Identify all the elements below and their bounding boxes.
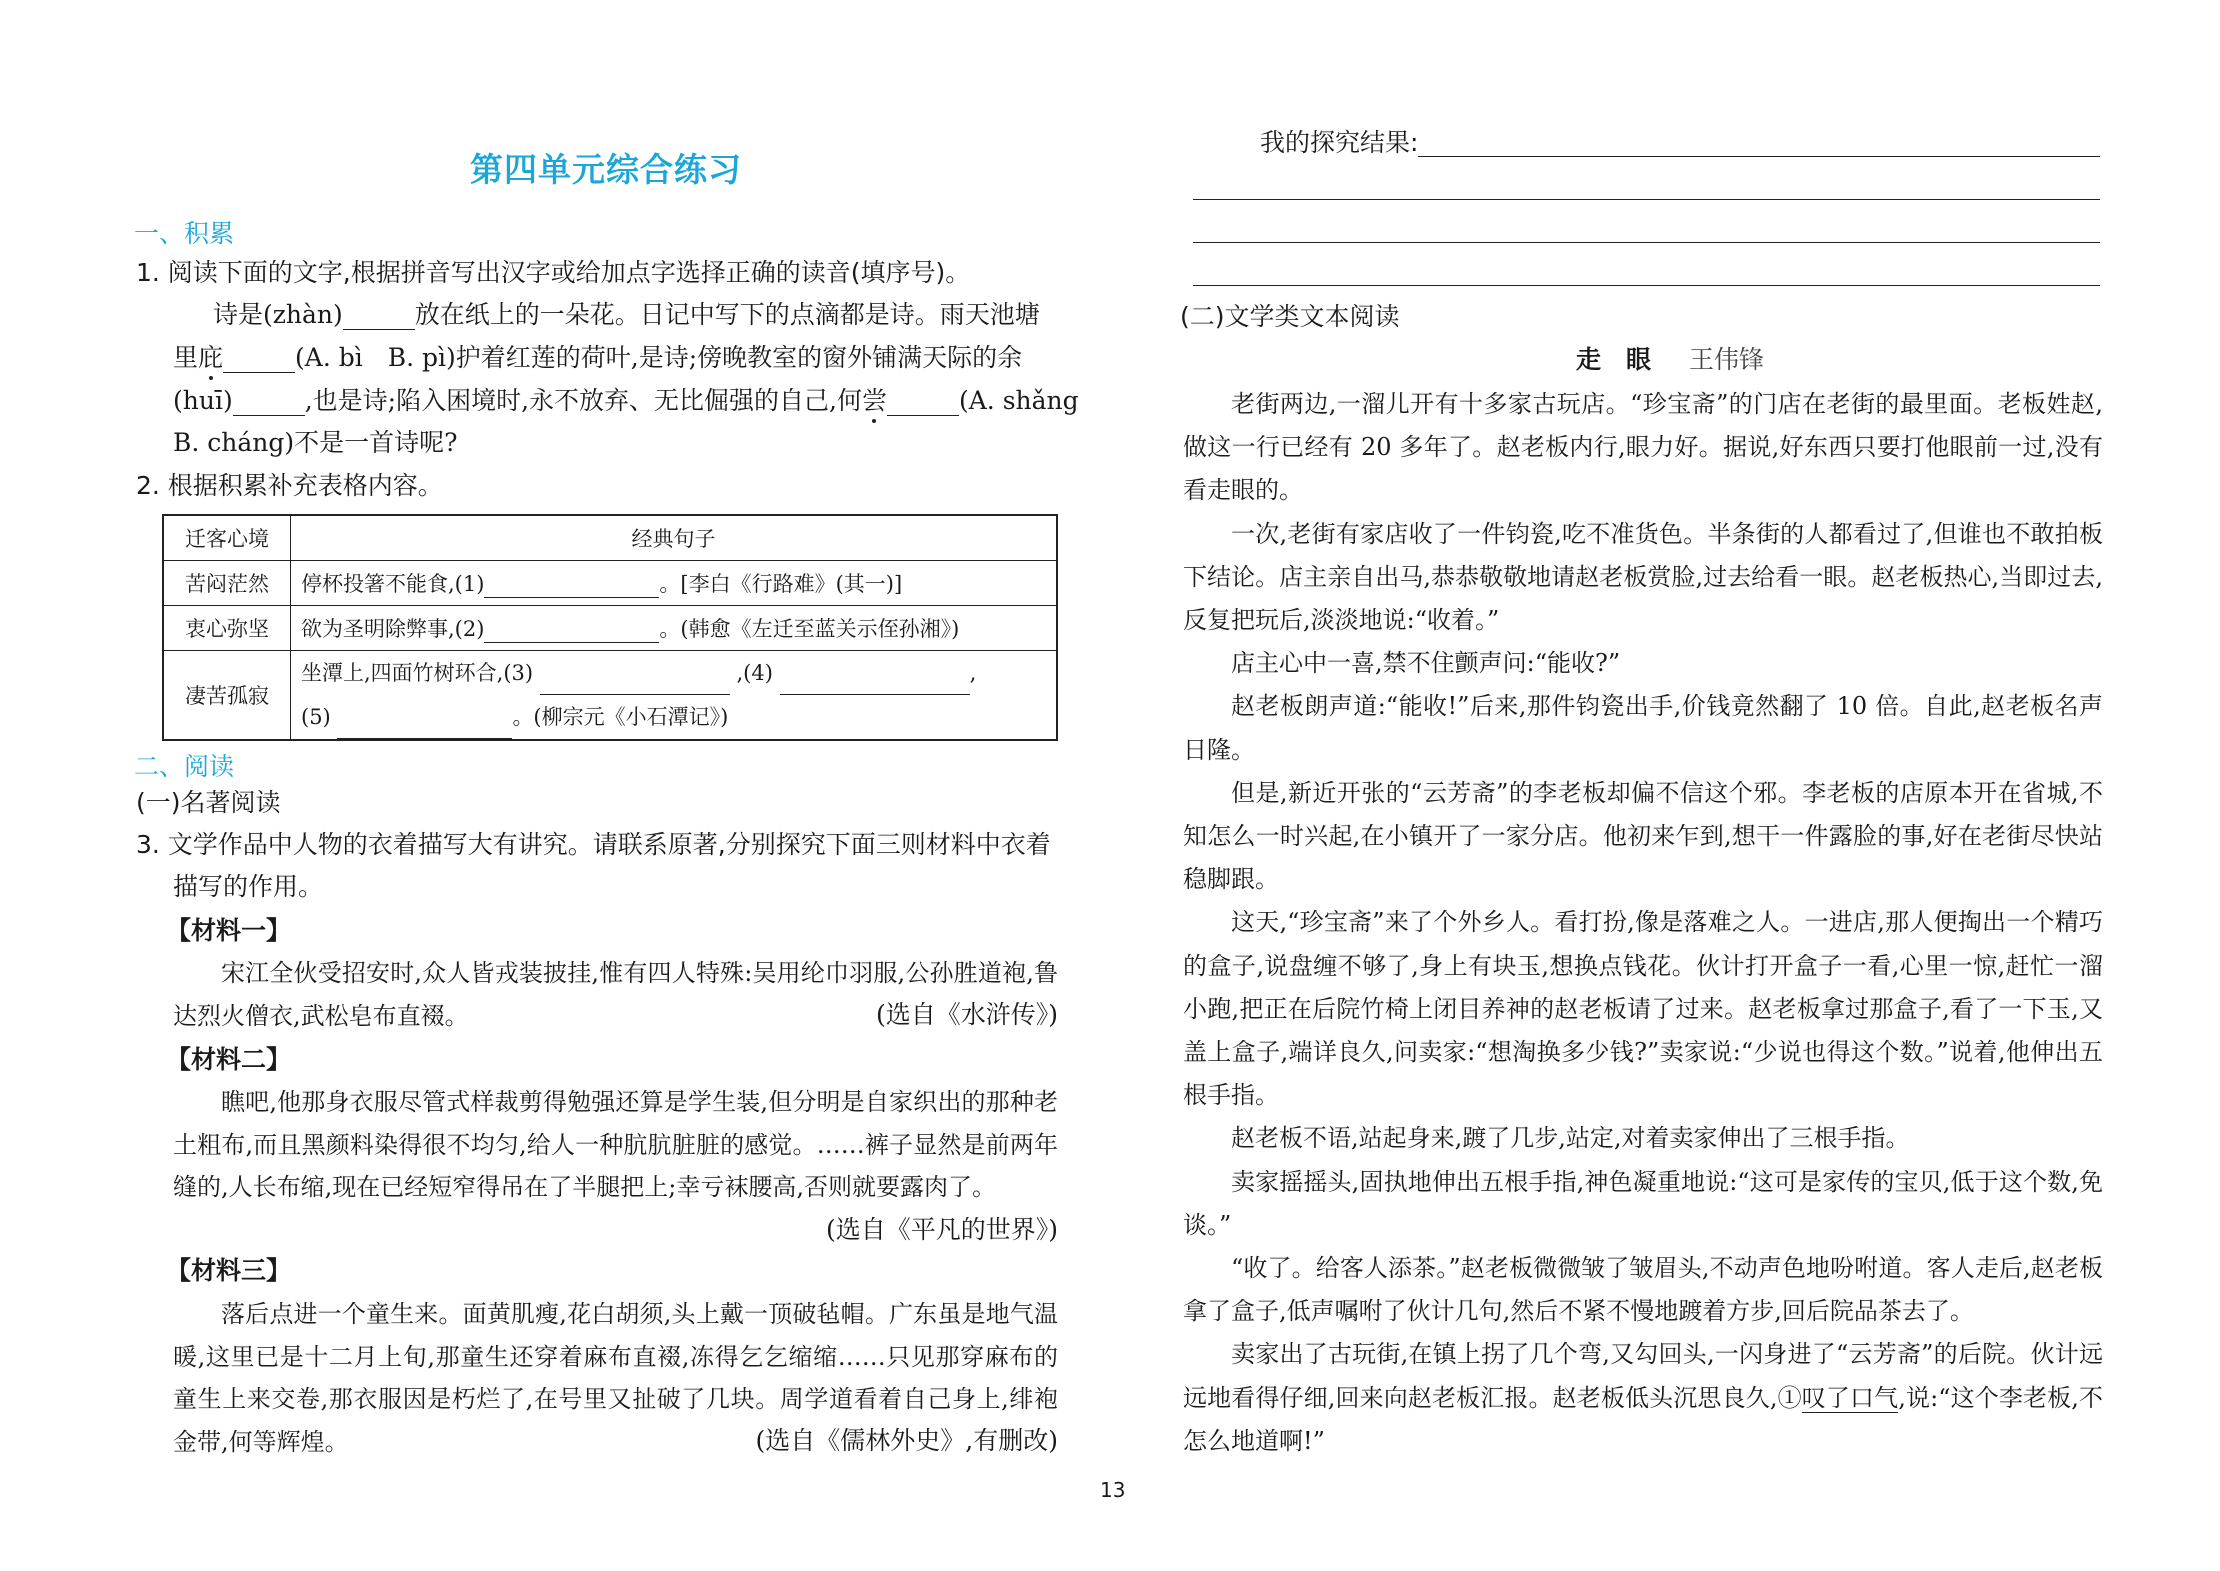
section-heading-accumulation: 一、积累 — [134, 219, 235, 248]
story-paragraph-last — [1183, 1333, 2103, 1463]
material-3-source: (选自《儒林外史》,有删改) — [755, 1426, 1058, 1455]
question-2-stem: 2. 根据积累补充表格内容。 — [136, 471, 443, 500]
material-2-label: 【材料二】 — [166, 1045, 292, 1074]
story-title: 走 眼 — [1576, 345, 1652, 374]
sentence-text: 欲为圣明除弊事,(2) — [301, 617, 485, 641]
q1-text: ,也是诗;陷入困境时,永不放弃、无比倔强的自己,何 — [304, 386, 862, 415]
underlined-phrase: 叹了口气 — [1801, 1383, 1899, 1412]
story-paragraph: 但是,新近开张的“云芳斋”的李老板却偏不信这个邪。李老板的店原本开在省城,不知怎么一时兴起,在小镇开了一家分店。他初来乍到,想干一件露脸的事,好在老街尽快站稳脚跟。 — [1183, 778, 2103, 894]
header-mood: 迁客心境 — [163, 515, 291, 561]
answer-line[interactable] — [1193, 199, 2100, 200]
sentence-text: (5) — [301, 705, 331, 729]
answer-blank[interactable] — [887, 391, 959, 416]
answer-blank[interactable] — [484, 620, 659, 643]
sentence-cell — [291, 651, 1058, 741]
sentence-text: 停杯投箸不能食,(1) — [301, 572, 485, 596]
table-row — [163, 561, 1057, 606]
mood-cell: 凄苦孤寂 — [163, 651, 291, 741]
answer-blank[interactable] — [223, 348, 295, 373]
material-3-text: 落后点进一个童生来。面黄肌瘦,花白胡须,头上戴一顶破毡帽。广东虽是地气温暖,这里已是十二月上旬,那童生还穿着麻布直裰,冻得乞乞缩缩……只见那穿麻布的童生上来交卷,那衣服因是朽烂了,在号里又扯破了几块。周学道看着自己身上,绯袍金带,何等辉煌。 — [173, 1300, 1058, 1456]
research-result-label: 我的探究结果: — [1260, 128, 1419, 157]
story-paragraph: 赵老板不语,站起身来,踱了几步,站定,对着卖家伸出了三根手指。 — [1231, 1124, 1910, 1153]
answer-blank[interactable] — [540, 672, 730, 695]
sentence-source: 。(韩愈《左迁至蓝关示侄孙湘》) — [659, 617, 960, 641]
answer-blank[interactable] — [484, 575, 659, 598]
material-3-label: 【材料三】 — [166, 1256, 292, 1285]
q1-text: 放在纸上的一朵花。日记中写下的点滴都是诗。雨天池塘 — [414, 300, 1040, 329]
sentence-source: 。(柳宗元《小石潭记》) — [512, 705, 729, 729]
sentence-text: 坐潭上,四面竹树环合,(3) — [301, 661, 534, 685]
answer-blank[interactable] — [780, 672, 970, 695]
answer-blank[interactable] — [343, 305, 415, 330]
answer-line[interactable] — [1418, 156, 2100, 157]
story-paragraph: 老街两边,一溜儿开有十多家古玩店。“珍宝斋”的门店在老街的最里面。老板姓赵,做这一行已经有 20 多年了。赵老板内行,眼力好。据说,好东西只要打他眼前一过,没有看走眼的。 — [1183, 390, 2103, 505]
table-row — [163, 651, 1057, 741]
answer-blank[interactable] — [337, 716, 512, 739]
dotted-character: 庇 — [198, 343, 224, 372]
story-body — [1183, 383, 2103, 1463]
sentence-cell — [291, 606, 1058, 651]
question-1-stem: 1. 阅读下面的文字,根据拼音写出汉字或给加点字选择正确的读音(填序号)。 — [136, 258, 971, 287]
sentence-source: 。[李白《行路难》(其一)] — [659, 572, 903, 596]
dotted-character: 尝 — [861, 386, 887, 415]
sentence-text: , — [969, 661, 977, 685]
question-3-stem-2: 描写的作用。 — [173, 872, 324, 901]
subsection-classics: (一)名著阅读 — [136, 788, 281, 817]
sentence-text: ,(4) — [736, 661, 773, 685]
poetry-table — [162, 514, 1058, 741]
question-1-line-4: B. cháng)不是一首诗呢? — [173, 428, 458, 457]
table-row — [163, 606, 1057, 651]
story-paragraph: 这天,“珍宝斋”来了个外乡人。看打扮,像是落难之人。一进店,那人便掏出一个精巧的盒子,说盘缠不够了,身上有块玉,想换点钱花。伙计打开盒子一看,心里一惊,赶忙一溜小跑,把正在后院竹椅上闭目养神的赵老板请了过来。赵老板拿过那盒子,看了一下玉,又盖上盒子,端详良久,问卖家:“想淘换多少钱?”卖家说:“少说也得这个数。”说着,他伸出五根手指。 — [1183, 908, 2103, 1110]
story-text: ,说:“这个李老板,不怎么地道啊!” — [1183, 1383, 2103, 1455]
q1-text: (huī) — [173, 386, 233, 415]
q1-text: 里 — [173, 343, 199, 372]
question-1-line-2 — [173, 343, 1022, 373]
story-text: 卖家出了古玩街,在镇上拐了几个弯,又勾回头,一闪身进了“云芳斋”的后院。伙计远远地看得仔细,回来向赵老板汇报。赵老板低头沉思良久, — [1183, 1340, 2103, 1412]
header-sentence: 经典句子 — [291, 515, 1058, 561]
q1-text: 诗是(zhàn) — [213, 300, 343, 329]
material-2-text: 瞧吧,他那身衣服尽管式样裁剪得勉强还算是学生装,但分明是自家织出的那种老土粗布,而且黑颜料染得很不均匀,给人一种肮肮脏脏的感觉。……裤子显然是前两年缝的,人长布缩,现在已经短窄得吊在了半腿把上;幸亏袜腰高,否则就要露肉了。 — [173, 1088, 1058, 1201]
question-3-stem-1: 3. 文学作品中人物的衣着描写大有讲究。请联系原著,分别探究下面三则材料中衣着 — [136, 830, 1051, 859]
section-heading-reading: 二、阅读 — [134, 752, 235, 781]
story-paragraph: “收了。给客人添茶。”赵老板微微皱了皱眉头,不动声色地吩咐道。客人走后,赵老板拿了盒子,低声嘱咐了伙计几句,然后不紧不慢地踱着方步,回后院品茶去了。 — [1183, 1254, 2103, 1326]
question-1-line-3 — [173, 386, 1079, 416]
question-1-line-1 — [213, 300, 1040, 330]
mood-cell: 苦闷茫然 — [163, 561, 291, 606]
story-paragraph: 赵老板朗声道:“能收!”后来,那件钧瓷出手,价钱竟然翻了 10 倍。自此,赵老板名声日隆。 — [1183, 692, 2103, 764]
table-header-row — [163, 515, 1057, 561]
answer-line[interactable] — [1193, 242, 2100, 243]
material-1-text: 宋江全伙受招安时,众人皆戎装披挂,惟有四人特殊:吴用纶巾羽服,公孙胜道袍,鲁达烈火僧衣,武松皂布直裰。 — [173, 959, 1058, 1030]
q1-text: (A. bì B. pì)护着红莲的荷叶,是诗;傍晚教室的窗外铺满天际的余 — [295, 343, 1023, 372]
sentence-cell — [291, 561, 1058, 606]
page-number: 13 — [1100, 1478, 1126, 1502]
answer-blank[interactable] — [233, 391, 305, 416]
subsection-literary-reading: (二)文学类文本阅读 — [1180, 302, 1400, 331]
page-title: 第四单元综合练习 — [470, 150, 742, 189]
annotation-marker: ① — [1777, 1383, 1802, 1412]
story-heading — [1576, 345, 1764, 375]
mood-cell: 衷心弥坚 — [163, 606, 291, 651]
answer-line[interactable] — [1193, 285, 2100, 286]
q1-text: (A. shǎng — [959, 386, 1079, 415]
material-2-source: (选自《平凡的世界》) — [825, 1215, 1058, 1244]
story-author: 王伟锋 — [1689, 345, 1765, 374]
story-paragraph: 卖家摇摇头,固执地伸出五根手指,神色凝重地说:“这可是家传的宝贝,低于这个数,免谈。” — [1183, 1167, 2103, 1239]
material-1-source: (选自《水浒传》) — [875, 1000, 1058, 1029]
story-paragraph: 一次,老街有家店收了一件钧瓷,吃不准货色。半条街的人都看过了,但谁也不敢拍板下结论。店主亲自出马,恭恭敬敬地请赵老板赏脸,过去给看一眼。赵老板热心,当即过去,反复把玩后,淡淡地说:“收着。” — [1183, 519, 2103, 635]
material-1-label: 【材料一】 — [166, 916, 292, 945]
story-paragraph: 店主心中一喜,禁不住颤声问:“能收?” — [1231, 649, 1621, 678]
